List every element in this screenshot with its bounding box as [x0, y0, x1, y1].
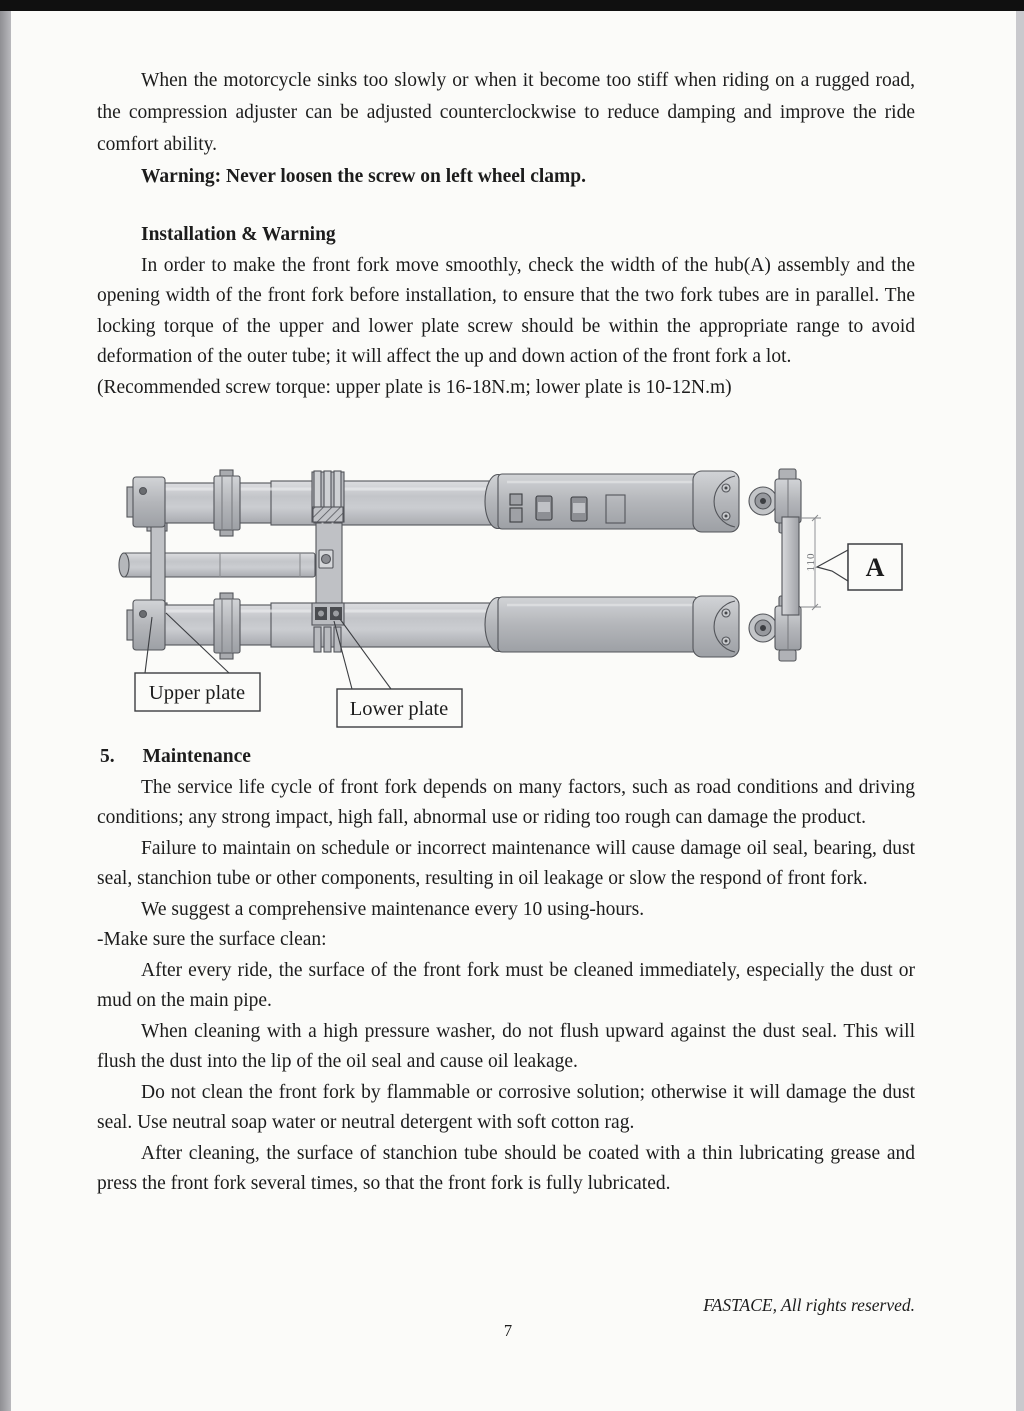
maintenance-heading	[97, 742, 915, 773]
maintenance-p5: After every ride, the surface of the front fork must be cleaned immediately, especially the dust or mud on the main pipe.	[97, 959, 915, 1011]
maintenance-p6: When cleaning with a high pressure washer, do not flush upward against the dust seal. This will flush the dust into the lip of the oil seal and cause oil leakage.	[97, 1020, 915, 1072]
bottom-outer-tube	[485, 597, 698, 652]
dimension-value: 110	[805, 552, 817, 572]
maintenance-section	[97, 742, 915, 1200]
maintenance-p1: The service life cycle of front fork depends on many factors, such as road conditions and driving conditions; any strong impact, high fall, abnormal use or riding too rough can damage the product.	[97, 776, 915, 828]
maintenance-p2: Failure to maintain on schedule or incorrect maintenance will cause damage oil seal, bearing, dust seal, stanchion tube or other components, resulting in oil leakage or slow the respond of front fork.	[97, 837, 915, 889]
maintenance-heading-title: Maintenance	[142, 746, 251, 767]
maintenance-p8: After cleaning, the surface of stanchion tube should be coated with a thin lubricating grease and press the front fork several times, so that the front fork is fully lubricated.	[97, 1142, 915, 1194]
hub-callout-label: A	[865, 553, 885, 582]
lower-plate-label: Lower plate	[349, 698, 449, 720]
hub-callout	[817, 544, 902, 590]
maintenance-p7: Do not clean the front fork by flammable or corrosive solution; otherwise it will damage the dust seal. Use neutral soap water or neutral detergent with soft cotton rag.	[97, 1081, 915, 1133]
lower-plate	[312, 471, 344, 652]
torque-note: (Recommended screw torque: upper plate is 16-18N.m; lower plate is 10-12N.m)	[97, 376, 732, 398]
steering-stem	[119, 553, 315, 577]
installation-heading: Installation & Warning	[141, 224, 336, 245]
top-ring-clamp	[214, 470, 240, 536]
top-outer-tube	[485, 474, 698, 529]
upper-plate-label: Upper plate	[148, 682, 246, 704]
top-end-cap	[127, 477, 165, 527]
maintenance-p4: -Make sure the surface clean:	[97, 929, 327, 950]
installation-paragraph: In order to make the front fork move smoothly, check the width of the hub(A) assembly and the opening width of the front fork before installation, to ensure that the two fork tubes are in parallel. The locking torque of the upper and lower plate screw should be within the appropriate range to avoid deformation of the outer tube; it will affect the up and down action of the front fork a lot.	[97, 254, 915, 367]
fork-assembly	[119, 469, 801, 661]
scan-top-bar	[0, 0, 1024, 11]
installation-section	[97, 220, 915, 403]
page-number: 7	[503, 1321, 513, 1340]
fork-diagram-svg	[95, 455, 945, 747]
maintenance-p3: We suggest a comprehensive maintenance every 10 using-hours.	[141, 898, 645, 920]
maintenance-heading-number: 5.	[100, 746, 115, 767]
front-fork-diagram	[95, 455, 945, 747]
copyright-line: FASTACE, All rights reserved.	[703, 1295, 915, 1315]
axle-rod	[782, 517, 799, 615]
bottom-ring-clamp	[214, 593, 240, 659]
scan-right-edge	[1016, 11, 1024, 1411]
intro-paragraph: When the motorcycle sinks too slowly or when it become too stiff when riding on a rugged road, the compression adjuster can be adjusted counterclockwise to reduce damping and improve the ride comfort ability.	[97, 70, 915, 155]
bottom-end-cap	[127, 600, 165, 650]
intro-section	[97, 65, 915, 193]
warning-line: Warning: Never loosen the screw on left wheel clamp.	[141, 166, 587, 187]
dimension-110	[801, 515, 821, 610]
scan-left-edge	[0, 11, 11, 1411]
